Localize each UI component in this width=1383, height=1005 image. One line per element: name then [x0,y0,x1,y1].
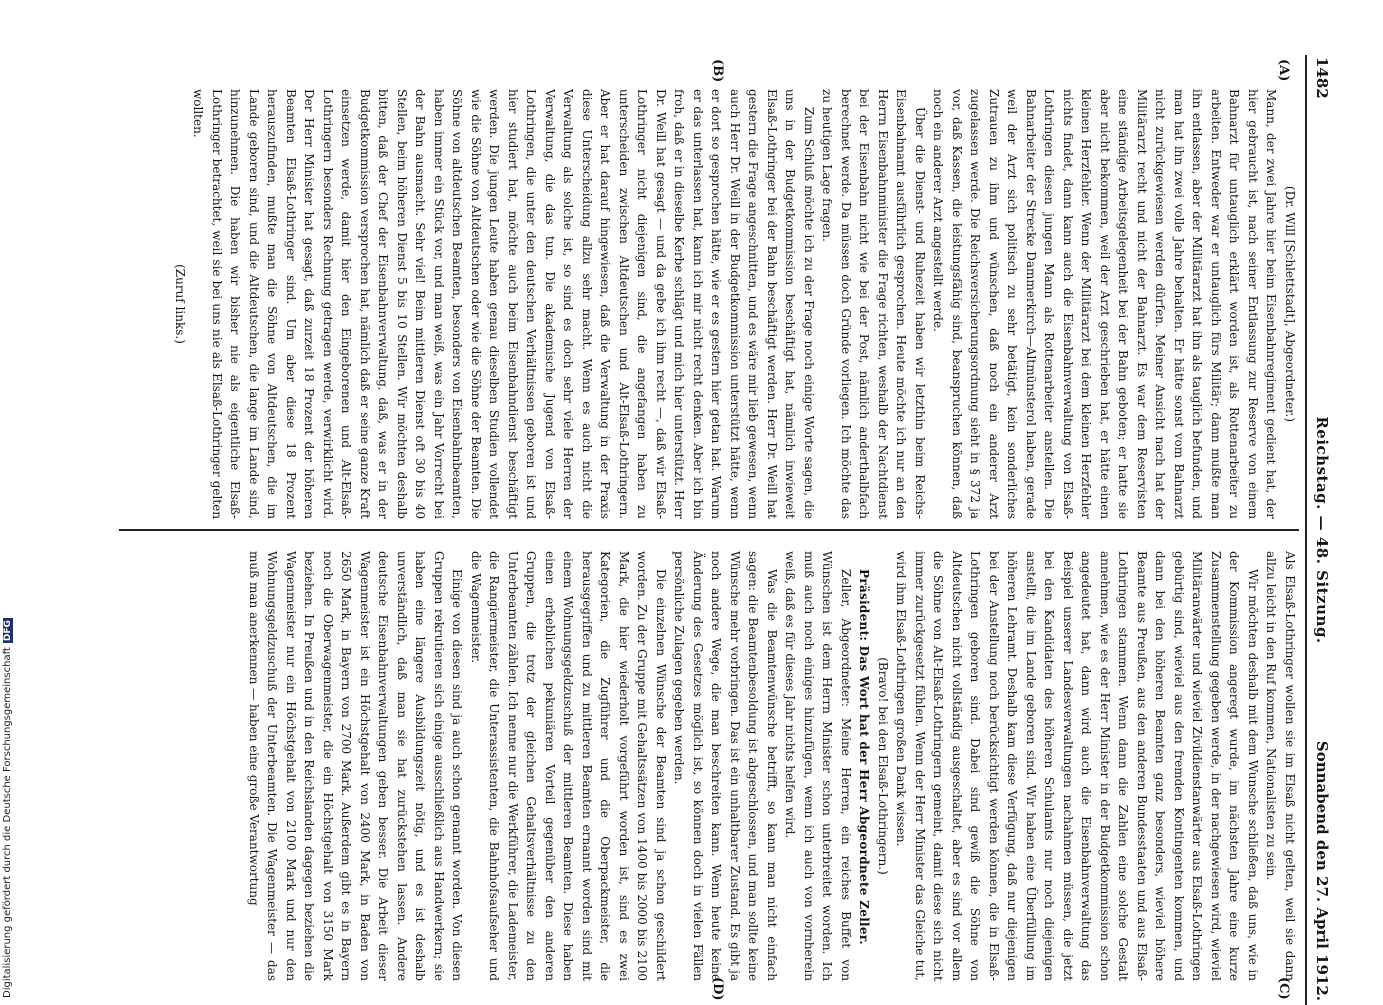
paragraph: Was die Beamtenwünsche betrifft, so kann man nicht einfach sagen: die Beamtenbesoldung ist abgeschlossen, und man sollte keine Wünsche mehr vorbringen. Das ist ein unhaltbarer Zustand. Es gibt ja noch andere Wege, die man beschreiten kann. Wenn heute keine Änderung des Gesetzes möglich ist, so können doch in vielen Fällen persönliche Zulagen gegeben werden. [672,551,779,981]
paragraph: Die einzelnen Wünsche der Beamten sind ja schon geschildert worden. Zu der Gruppe mit Gehaltssätzen von 1400 bis 2000 bis 2100 Mark, die hier wiederholt vorgeführt worden ist, sind es zwei Kategorien, die Zugführer und die Oberpackmeister, die herausgegriffen und zu mittleren Beamten ernannt worden sind mit einem Wohnungsgeldzuschuß der mittleren Beamten. Diese haben einen erheblichen pekuniären Vorteil gegenüber den anderen Gruppen, die trotz der gleichen Gehaltsverhältnisse zu den Unterbeamten zählen. Ich nenne nur die Werkführer, die Lademeister, die Rangiermeister, die Unterassistenten, die Bahnhofsaufseher und die Wagenmeister. [469,551,668,981]
president-statement: Präsident: Das Wort hat der Herr Abgeordnete Zeller. [857,569,872,945]
session-date: Sonnabend den 27. April 1912. [1313,740,1331,1001]
column-divider [119,529,1299,531]
page-number: 1482 [1313,57,1331,99]
paragraph: Wir möchten deshalb mit dem Wunsche schließen, daß uns, wie in der Kommission angeregt wurde, im nächsten Jahre eine kurze Zusammenstellung gegeben werde, in der nachgewiesen wird, wieviel Militäranwärter und wieviel Zivildienstanwärter aus Elsaß-Lothringen gebürtig sind, wieviel aus den fremden Kontingenten kommen, und dann bei den höheren Beamten ganz besonders, wieviel höhere Beamte aus Preußen, aus den anderen Bundesstaaten und aus Elsaß-Lothringen stammen. Wenn dann die Zahlen eine solche Gestalt annehmen, wie es der Herr Minister in der Budgetkommission schon angedeutet hat, dann wird auch die Eisenbahnverwaltung das Beispiel unserer Landesverwaltungen nachahmen müssen, die jetzt bei den Kandidaten des höheren Schulamts nur noch diejenigen anstellt, die im Lande geboren sind. Wir haben eine Überfüllung im höheren Lehramt. Deshalb kam diese Verfügung, daß nur diejenigen bei der Anstellung noch berücksichtigt werden können, die in Elsaß-Lothringen geboren sind. Dabei sind gewiß die Söhne von Altdeutschen nicht vollständig ausgeschaltet, aber es sind vor allem die Söhne von Alt-Elsaß-Lothringern gemeint, damit diese sich nicht immer zurückgesetzt fühlen. Wenn der Herr Minister das Gleiche tut, wird ihm Elsaß-Lothringen großen Dank wissen. [894,551,1260,981]
left-column [119,89,1299,519]
margin-letter-b: (B) [710,59,725,83]
paragraph: Mann, der zwei Jahre hier beim Eisenbahnregiment gedient hat, der hier gebraucht ist, nach seiner Entlassung zur Reserve von einem Bahnarzt für untauglich erklärt worden ist, als Rottenarbeiter zu arbeiten. Entweder war er untauglich fürs Militär; dann mußte man ihn entlassen, aber der Militärarzt hat ihn als tauglich befunden, und man hat ihn zwei volle Jahre behalten. Er hätte sonst vom Bahnarzt nicht zurückgewiesen werden dürfen. Meiner Ansicht nach hat der Militärarzt recht und nicht der Bahnarzt. Es war dem Reservisten eine ständige Arbeitsgelegenheit bei der Bahn geboten; er hatte sie aber nicht bekommen, weil der Arzt geschrieben hat, er hätte einen kleinen Herzfehler. Wenn der Militärarzt bei dem kleinen Herzfehler nichts findet, dann kann auch die Eisenbahnverwaltung von Elsaß-Lothringen diesen jungen Mann als Rottenarbeiter anstellen. Die Bahnarbeiter der Strecke Dammerkirch—Altmünsterol haben, gerade weil der Arzt sich politisch zu sehr betätigt, kein sonderliches Zutrauen zu ihm und wünschen, daß noch ein anderer Arzt zugelassen werde. Die Reichsversicherungsordnung sieht in § 372 ja vor, daß Kassen, die leistungsfähig sind, beanspruchen können, daß noch ein anderer Arzt angestellt werde. [931,89,1279,519]
paragraph: Als Elsaß-Lothringer wollen sie im Elsaß nicht gelten, weil sie dann allzu leicht in den Ruf kommen, Nationalisten zu sein. [1264,551,1297,981]
paragraph: Zum Schluß möchte ich zu der Frage noch einige Worte sagen, die uns in der Budgetkommission beschäftigt hat, nämlich inwieweit Elsaß-Lothringer bei der Bahn beschäftigt werden. Herr Dr. Weill hat gestern die Frage angeschnitten, und es wäre mir lieb gewesen, wenn auch Herr Dr. Weill in der Budgetkommission unterstützt hätte, wenn er dort so gesprochen hätte, wie er es gestern hier getan hat. Warum er das unterlassen hat, kann ich mir nicht recht denken. Aber ich bin froh, daß er in dieselbe Kerbe schlägt und mich hier unterstützt. Herr Dr. Weill hat gesagt — und da gebe ich ihm recht —, daß wir Elsaß-Lothringer nicht diejenigen sind, die angefangen haben zu unterscheiden zwischen Altdeutschen und Alt-Elsaß-Lothringern. Aber er hat darauf hingewiesen, daß die Verwaltung in der Praxis diese Unterscheidung allzu sehr macht. Wenn es auch nicht die Verwaltung als solche ist, so sind es doch sehr viele Herren der Verwaltung, die das tun. Die akademische Jugend von Elsaß-Lothringen, die unter den deutschen Verhältnissen geboren ist und hier studiert hat, möchte auch beim Eisenbahndienst beschäftigt werden. Die jungen Leute haben genau dieselben Studien vollendet wie die Söhne von Altdeutschen oder wie die Söhne der Beamten. Die Söhne von altdeutschen Beamten, besonders von Eisenbahnbeamten, haben immer ein Stück vor, und man weiß, was ein Jahr Vorrecht bei der Bahn ausmacht. Sehr viel! Beim mittleren Dienst oft 30 bis 40 Stellen, beim höheren Dienst 5 bis 10 Stellen. Wir möchten deshalb bitten, daß der Chef der Eisenbahnverwaltung, daß, was er in der Budgetkommission versprochen hat, nämlich daß er seine ganze Kraft einsetzen werde, damit hier den Eingeborenen und Alt-Elsaß-Lothringern besonders Rechnung getragen werde, verwirklicht wird. Der Herr Minister hat gesagt, daß zurzeit 18 Prozent der höheren Beamten Elsaß-Lothringer sind. Um aber diese 18 Prozent herauszufinden, mußte man die Söhne von Altdeutschen, die im Lande geboren sind, und die Altdeutschen, die lange im Lande sind, hinzunehmen. Die haben wir bisher nie als eigentliche Elsaß-Lothringer betrachtet, weil sie bei uns nie als Elsaß-Lothringer gelten wollten. [191,89,816,519]
speaker-attribution: (Dr. Will [Schlettstadt], Abgeordneter.) [1283,185,1297,423]
interjection: (Bravo! bei den Elsaß-Lothringern.) [876,657,890,875]
digitization-notice [2,598,13,998]
paragraph: Einige von diesen sind ja auch schon genannt worden. Von diesen Gruppen rekrutieren sich einige ausschließlich aus Handwerkern; sie haben eine längere Ausbildungszeit nötig, und es ist deshalb unverständlich, daß man sie hat zurückstehen lassen. Andere deutsche Eisenbahnverwaltungen geben besser. Die Arbeit dieser Wagenmeister ist ein Höchstgehalt von 2400 Mark, in Baden von 2650 Mark, in Bayern von 2700 Mark. Außerdem gibt es in Bayern noch die Oberwagenmeister, die ein Höchstgehalt von 3150 Mark beziehen. In Preußen und in den Reichslanden dagegen beziehen die Wagenmeister nur ein Höchstgehalt von 2100 Mark und nur den Wohnungsgeldzuschuß der Unterbeamten. Die Wagenmeister — das muß man anerkennen — haben eine große Verantwortung [247,551,465,981]
right-column [119,551,1299,981]
newspaper-page [90,55,1335,1005]
interjection: (Zuruf links.) [173,264,187,344]
paragraph: Über die Dienst- und Ruhezeit haben wir letzthin beim Reichs-Eisenbahnamt ausführlich gesprochen. Heute möchte ich nur an den Herrn Eisenbahnminister die Frage richten, weshalb der Nachtdienst bei der Eisenbahn nicht wie bei der Post, nämlich anderthalbfach berechnet werde. Da müssen doch Gründe vorliegen. Ich möchte das zu heutigen Lage fragen. [820,89,927,519]
dfg-logo: DFG [3,620,13,642]
margin-letter-d: (D) [710,977,725,1001]
session-title: Reichstag. — 48. Sitzung. [1313,416,1331,644]
margin-letter-a: (A) [1276,59,1291,82]
paragraph: Zeller, Abgeordneter: Meine Herren, ein reiches Buffet von Wünschen ist dem Herrn Minister schon unterbreitet worden. Ich muß auch noch einiges hinzufügen, wenn ich auch von vornherein weiß, daß es für dieses Jahr nichts helfen wird. [783,551,853,981]
page-header [1305,55,1335,1005]
margin-letter-c: (C) [1276,977,1291,1000]
notice-text: Digitalisierung gefördert durch die Deutsche Forschungsgemeinschaft [2,647,13,998]
